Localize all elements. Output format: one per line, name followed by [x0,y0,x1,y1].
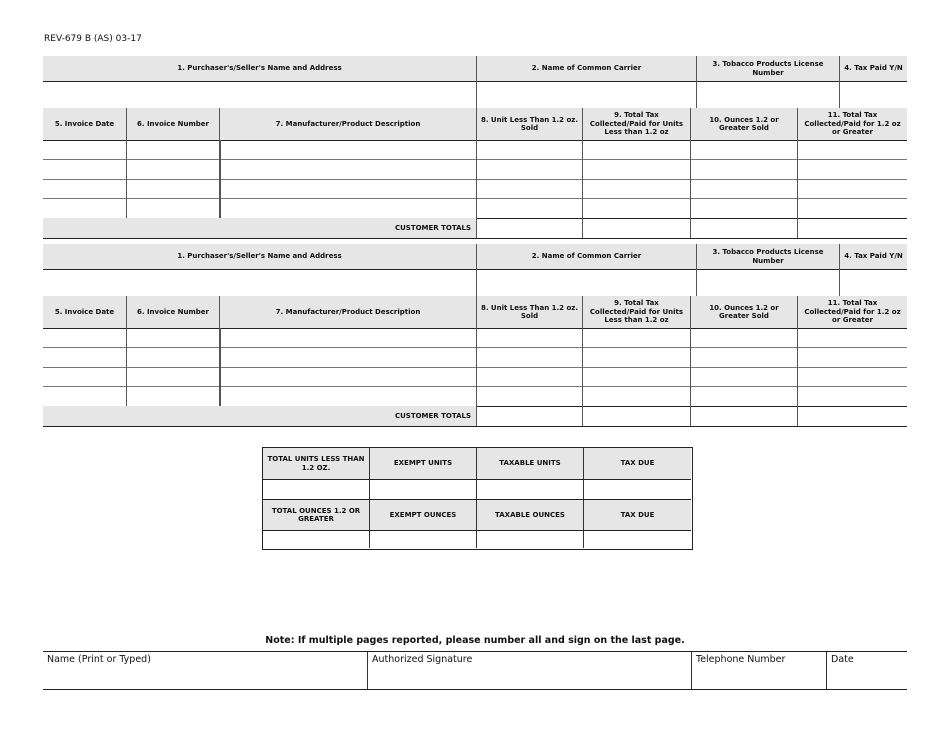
total-units-header: TOTAL UNITS LESS THAN 1.2 OZ. [263,448,369,479]
total-ounces-cell[interactable] [690,218,797,238]
total-ounces-header: TOTAL OUNCES 1.2 OR GREATER [263,500,369,530]
invoice-date-cell[interactable] [43,347,126,367]
description-cell[interactable] [219,140,476,159]
description-header: 7. Manufacturer/Product Description [219,296,476,328]
entry-input-row [43,269,907,296]
taxable-ounces-field[interactable] [476,531,583,548]
name-field[interactable] [43,652,367,689]
tax-ounces-cell[interactable] [797,140,907,159]
signature-field[interactable] [367,652,691,689]
ounces-header: 10. Ounces 1.2 or Greater Sold [690,296,797,328]
tax-units-cell[interactable] [582,386,690,406]
total-ounces-cell[interactable] [690,406,797,426]
form-code: REV-679 B (AS) 03-17 [44,34,142,44]
invoice-number-cell[interactable] [126,328,219,347]
tax-units-header: 9. Total Tax Collected/Paid for Units Less than 1.2 oz [582,296,690,328]
ounces-cell[interactable] [690,140,797,159]
total-ounces-field[interactable] [263,531,369,548]
table-row [43,386,907,406]
summary-table [262,447,693,550]
summary-ounces-input-row [263,530,691,548]
tax-ounces-cell[interactable] [797,328,907,347]
tax-units-cell[interactable] [582,347,690,367]
customer-totals-label: CUSTOMER TOTALS [43,406,476,426]
summary-units-header-row [263,448,691,479]
purchaser-field[interactable] [43,269,476,296]
units-header: 8. Unit Less Than 1.2 oz. Sold [476,108,582,140]
table-row [43,328,907,347]
summary-ounces-header-row [263,499,691,530]
units-cell[interactable] [476,179,582,198]
tax-ounces-cell[interactable] [797,179,907,198]
units-cell[interactable] [476,367,582,386]
tax-due-ounces-header: TAX DUE [583,500,691,530]
taxable-units-header: TAXABLE UNITS [476,448,583,479]
table-row [43,347,907,367]
description-cell[interactable] [219,179,476,198]
customer-totals-row [43,218,907,238]
description-header: 7. Manufacturer/Product Description [219,108,476,140]
signature-block [43,651,907,690]
telephone-label: Telephone Number [696,654,786,665]
table-row [43,198,907,218]
invoice-number-header: 6. Invoice Number [126,296,219,328]
tax-units-cell[interactable] [582,198,690,218]
name-label: Name (Print or Typed) [47,654,151,665]
total-tax-ounces-cell[interactable] [797,406,907,426]
detail-header-row [43,296,907,328]
ounces-cell[interactable] [690,367,797,386]
table-row [43,140,907,159]
invoice-date-header: 5. Invoice Date [43,296,126,328]
units-cell[interactable] [476,386,582,406]
entry-header-row [43,56,907,81]
tax-units-cell[interactable] [582,140,690,159]
taxable-units-field[interactable] [476,480,583,499]
customer-totals-label: CUSTOMER TOTALS [43,218,476,238]
exempt-units-header: EXEMPT UNITS [369,448,476,479]
exempt-ounces-field[interactable] [369,531,476,548]
carrier-field[interactable] [476,269,696,296]
tax-paid-field[interactable] [839,81,907,108]
invoice-number-cell[interactable] [126,198,219,218]
total-units-cell[interactable] [476,406,582,426]
telephone-field[interactable] [691,652,826,689]
tax-ounces-header: 11. Total Tax Collected/Paid for 1.2 oz or Greater [797,108,907,140]
carrier-header: 2. Name of Common Carrier [476,244,696,269]
entry-input-row [43,81,907,108]
tax-units-cell[interactable] [582,159,690,179]
signature-label: Authorized Signature [372,654,473,665]
invoice-number-cell[interactable] [126,140,219,159]
invoice-date-cell[interactable] [43,367,126,386]
units-cell[interactable] [476,347,582,367]
tax-paid-header: 4. Tax Paid Y/N [839,244,907,269]
invoice-date-header: 5. Invoice Date [43,108,126,140]
license-field[interactable] [696,269,839,296]
purchaser-header: 1. Purchaser's/Seller's Name and Address [43,244,476,269]
ounces-header: 10. Ounces 1.2 or Greater Sold [690,108,797,140]
customer-totals-row [43,406,907,426]
description-cell[interactable] [219,328,476,347]
tax-units-cell[interactable] [582,179,690,198]
invoice-number-cell[interactable] [126,347,219,367]
total-tax-units-cell[interactable] [582,218,690,238]
units-cell[interactable] [476,328,582,347]
total-tax-ounces-cell[interactable] [797,218,907,238]
units-cell[interactable] [476,198,582,218]
table-row [43,367,907,386]
summary-units-input-row [263,479,691,499]
license-header: 3. Tobacco Products License Number [696,56,839,81]
tax-ounces-cell[interactable] [797,159,907,179]
tax-ounces-cell[interactable] [797,367,907,386]
tax-due-units-header: TAX DUE [583,448,691,479]
ounces-cell[interactable] [690,159,797,179]
invoice-number-header: 6. Invoice Number [126,108,219,140]
units-header: 8. Unit Less Than 1.2 oz. Sold [476,296,582,328]
license-field[interactable] [696,81,839,108]
units-cell[interactable] [476,159,582,179]
ounces-cell[interactable] [690,347,797,367]
tax-ounces-header: 11. Total Tax Collected/Paid for 1.2 oz or Greater [797,296,907,328]
total-units-cell[interactable] [476,218,582,238]
tax-units-cell[interactable] [582,328,690,347]
description-cell[interactable] [219,159,476,179]
invoice-date-cell[interactable] [43,386,126,406]
carrier-header: 2. Name of Common Carrier [476,56,696,81]
tax-units-cell[interactable] [582,367,690,386]
tax-due-units-field[interactable] [583,480,691,499]
entry-header-row [43,244,907,269]
invoice-date-cell[interactable] [43,159,126,179]
ounces-cell[interactable] [690,386,797,406]
total-tax-units-cell[interactable] [582,406,690,426]
units-cell[interactable] [476,140,582,159]
exempt-ounces-header: EXEMPT OUNCES [369,500,476,530]
description-cell[interactable] [219,386,476,406]
tax-ounces-cell[interactable] [797,198,907,218]
tax-ounces-cell[interactable] [797,386,907,406]
customer-section-2 [43,244,907,427]
purchaser-header: 1. Purchaser's/Seller's Name and Address [43,56,476,81]
purchaser-field[interactable] [43,81,476,108]
tax-units-header: 9. Total Tax Collected/Paid for Units Less than 1.2 oz [582,108,690,140]
ounces-cell[interactable] [690,198,797,218]
carrier-field[interactable] [476,81,696,108]
ounces-cell[interactable] [690,328,797,347]
tax-due-ounces-field[interactable] [583,531,691,548]
description-cell[interactable] [219,198,476,218]
table-row [43,159,907,179]
tax-paid-header: 4. Tax Paid Y/N [839,56,907,81]
invoice-date-cell[interactable] [43,198,126,218]
invoice-date-cell[interactable] [43,179,126,198]
exempt-units-field[interactable] [369,480,476,499]
customer-section-1 [43,56,907,239]
total-units-field[interactable] [263,480,369,499]
invoice-number-cell[interactable] [126,367,219,386]
description-cell[interactable] [219,347,476,367]
license-header: 3. Tobacco Products License Number [696,244,839,269]
tax-ounces-cell[interactable] [797,347,907,367]
invoice-date-cell[interactable] [43,140,126,159]
multi-page-note: Note: If multiple pages reported, please number all and sign on the last page. [265,635,685,646]
invoice-number-cell[interactable] [126,179,219,198]
date-label: Date [831,654,854,665]
invoice-number-cell[interactable] [126,159,219,179]
table-row [43,179,907,198]
invoice-date-cell[interactable] [43,328,126,347]
description-cell[interactable] [219,367,476,386]
taxable-ounces-header: TAXABLE OUNCES [476,500,583,530]
date-field[interactable] [826,652,907,689]
invoice-number-cell[interactable] [126,386,219,406]
detail-header-row [43,108,907,140]
ounces-cell[interactable] [690,179,797,198]
tax-paid-field[interactable] [839,269,907,296]
